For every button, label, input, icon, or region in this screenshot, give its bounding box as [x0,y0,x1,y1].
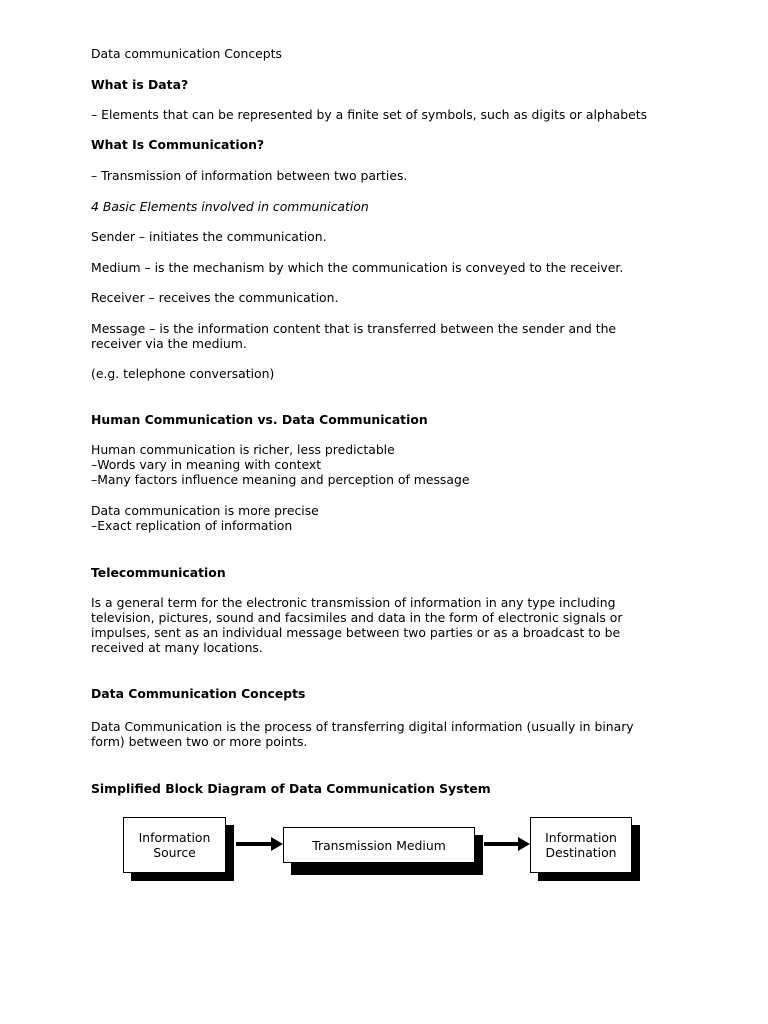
telecommunication-text: Is a general term for the electronic transmission of information in any type including television, pictures, sound and facsimiles and data in the form of electronic signals or impulses, sent as an individual message between two parties or as a broadcast to be received at many locations. [91,595,623,655]
human-communication-line: Human communication is richer, less predictable [91,442,395,457]
data-comm-concepts-text: Data Communication is the process of transferring digital information (usually in binary form) between two or more points. [91,719,634,749]
data-communication-line: Data communication is more precise [91,503,319,518]
block-diagram-heading: Simplified Block Diagram of Data Communication System [91,781,491,796]
data-comm-concepts-heading: Data Communication Concepts [91,686,306,701]
human-vs-data-heading: Human Communication vs. Data Communication [91,412,428,427]
message-definition: Message – is the information content that is transferred between the sender and the receiver via the medium. [91,321,617,351]
arrow-medium-to-destination-shaft [484,842,519,846]
source-label-line2: Source [153,845,196,860]
receiver-definition: Receiver – receives the communication. [91,290,339,305]
communication-example: (e.g. telephone conversation) [91,366,275,381]
information-destination-box [530,817,632,873]
sender-definition: Sender – initiates the communication. [91,229,327,244]
document-title: Data communication Concepts [91,46,282,61]
medium-label: Transmission Medium [312,837,446,853]
arrow-source-to-medium-head [271,837,283,851]
basic-elements-intro: 4 Basic Elements involved in communication [91,199,369,214]
human-point-factors: –Many factors influence meaning and perception of message [91,472,470,487]
what-is-data-heading: What is Data? [91,77,189,92]
information-source-box [123,817,226,873]
arrow-medium-to-destination-head [518,837,530,851]
arrow-source-to-medium-shaft [236,842,272,846]
destination-label-line1: Information [545,830,617,845]
human-point-context: –Words vary in meaning with context [91,457,322,472]
data-definition: – Elements that can be represented by a finite set of symbols, such as digits or alphabets [91,107,648,122]
medium-definition: Medium – is the mechanism by which the communication is conveyed to the receiver. [91,260,624,275]
transmission-medium-box [283,827,475,863]
data-point-replication: –Exact replication of information [91,518,293,533]
destination-label-line2: Destination [545,845,617,860]
telecommunication-heading: Telecommunication [91,565,226,580]
source-label-line1: Information [138,830,211,845]
what-is-communication-heading: What Is Communication? [91,137,265,152]
communication-definition: – Transmission of information between two parties. [91,168,408,183]
